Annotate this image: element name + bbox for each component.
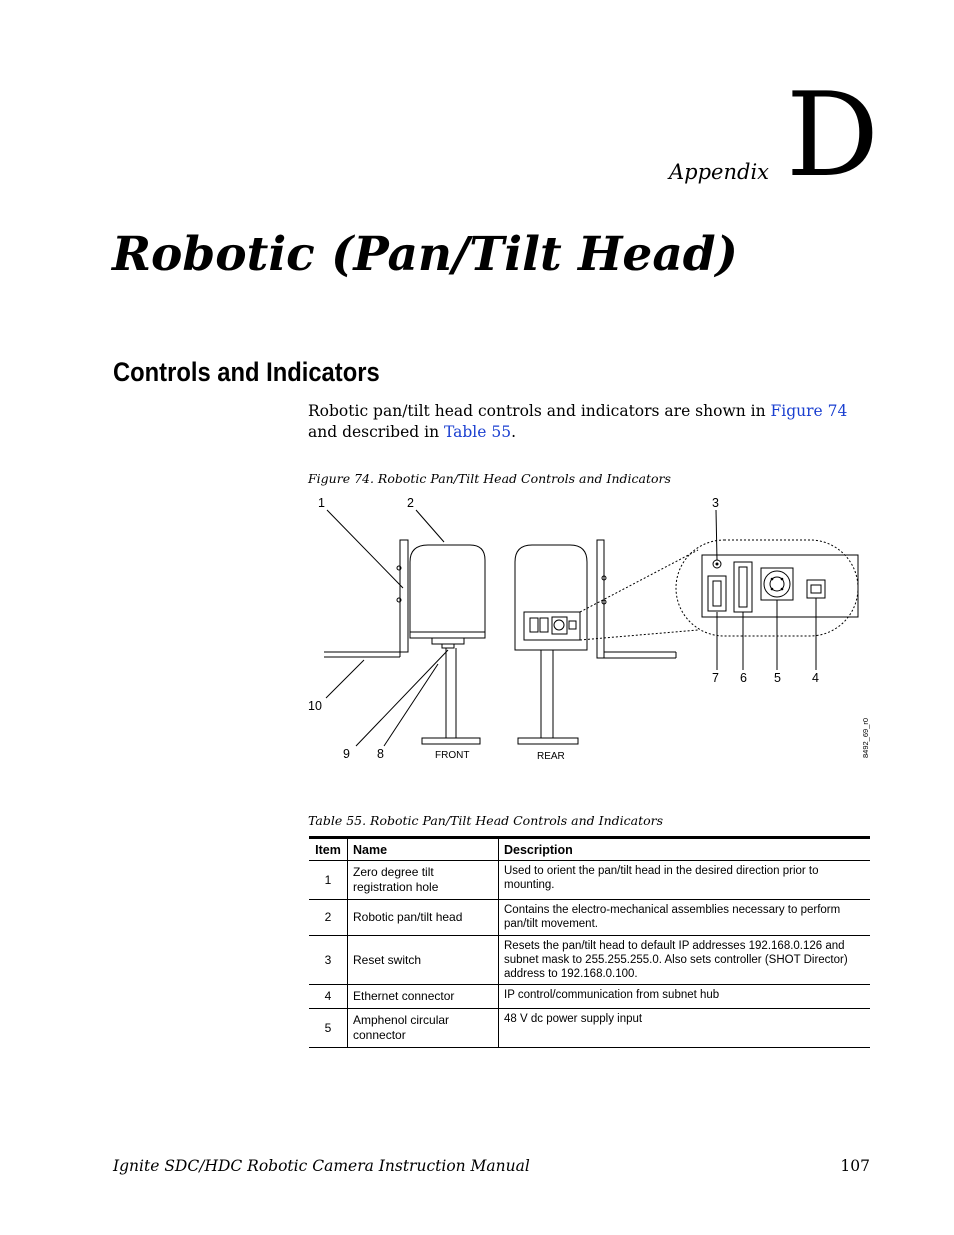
front-head-body (410, 545, 485, 638)
amphenol-connector-5 (761, 568, 793, 600)
rear-base-plate (518, 738, 578, 744)
row-description: Resets the pan/tilt head to default IP addresses 192.168.0.126 and subnet mask to 255.255.255.0. Also sets controller (SHOT Director) address to 192.168.0.100. (499, 936, 871, 985)
header-item: Item (309, 838, 348, 861)
appendix-letter: D (786, 68, 880, 203)
row-name: Amphenol circular connector (348, 1009, 499, 1048)
callout-1: 1 (318, 496, 325, 510)
callout-9: 9 (343, 747, 350, 761)
intro-paragraph (308, 401, 873, 443)
table-55-link[interactable]: Table 55 (443, 423, 512, 441)
row-item: 5 (309, 1009, 348, 1048)
intro-text-1: Robotic pan/tilt head controls and indicators are shown in (308, 402, 771, 420)
row-item: 4 (309, 985, 348, 1009)
callout-5: 5 (774, 671, 781, 685)
table-row (309, 861, 870, 900)
rear-label: REAR (537, 751, 565, 762)
figure-74-diagram (300, 490, 880, 795)
intro-text-3: . (511, 423, 517, 441)
row-name: Zero degree tilt registration hole (348, 861, 499, 900)
rear-bracket (597, 540, 604, 658)
chapter-title: Robotic (Pan/Tilt Head) (112, 227, 738, 282)
callout-7: 7 (712, 671, 719, 685)
row-item: 1 (309, 861, 348, 900)
controls-table (309, 836, 870, 1048)
row-item: 3 (309, 936, 348, 985)
table-row (309, 900, 870, 936)
table-caption: Table 55. Robotic Pan/Tilt Head Controls and Indicators (308, 813, 664, 828)
callout-3: 3 (712, 496, 719, 510)
front-bracket (400, 540, 408, 652)
callout-8: 8 (377, 747, 384, 761)
footer-manual-title: Ignite SDC/HDC Robotic Camera Instruction Manual (113, 1157, 530, 1175)
row-name: Robotic pan/tilt head (348, 900, 499, 936)
table-row (309, 1009, 870, 1048)
row-description: Used to orient the pan/tilt head in the desired direction prior to mounting. (499, 861, 871, 900)
table-row (309, 985, 870, 1009)
row-description: 48 V dc power supply input (499, 1009, 871, 1048)
callout-4: 4 (812, 671, 819, 685)
callout-10: 10 (308, 699, 322, 713)
front-label: FRONT (435, 750, 470, 761)
ethernet-connector-4 (807, 580, 825, 598)
front-base-plate (422, 738, 480, 744)
row-name: Ethernet connector (348, 985, 499, 1009)
detail-outline (676, 540, 858, 636)
callout-2: 2 (407, 496, 414, 510)
header-name: Name (348, 838, 499, 861)
intro-text-2: and described in (308, 423, 444, 441)
appendix-label: Appendix (669, 160, 770, 184)
db15-connector-6 (734, 562, 752, 612)
row-description: IP control/communication from subnet hub (499, 985, 871, 1009)
header-description: Description (499, 838, 871, 861)
footer-page-number: 107 (840, 1157, 870, 1175)
row-item: 2 (309, 900, 348, 936)
rear-head-body (515, 545, 587, 650)
figure-74-link[interactable]: Figure 74 (770, 402, 848, 420)
figure-code: 8492_69_r0 (861, 717, 870, 758)
table-row (309, 936, 870, 985)
callout-6: 6 (740, 671, 747, 685)
figure-caption: Figure 74. Robotic Pan/Tilt Head Controls and Indicators (308, 471, 671, 486)
front-mount-collar (432, 638, 464, 644)
row-name: Reset switch (348, 936, 499, 985)
pan-tilt-head-drawing (300, 490, 880, 790)
section-title: Controls and Indicators (113, 357, 380, 387)
row-description: Contains the electro-mechanical assemblies necessary to perform pan/tilt movement. (499, 900, 871, 936)
detail-panel (702, 555, 858, 617)
table-header-row (309, 838, 870, 861)
